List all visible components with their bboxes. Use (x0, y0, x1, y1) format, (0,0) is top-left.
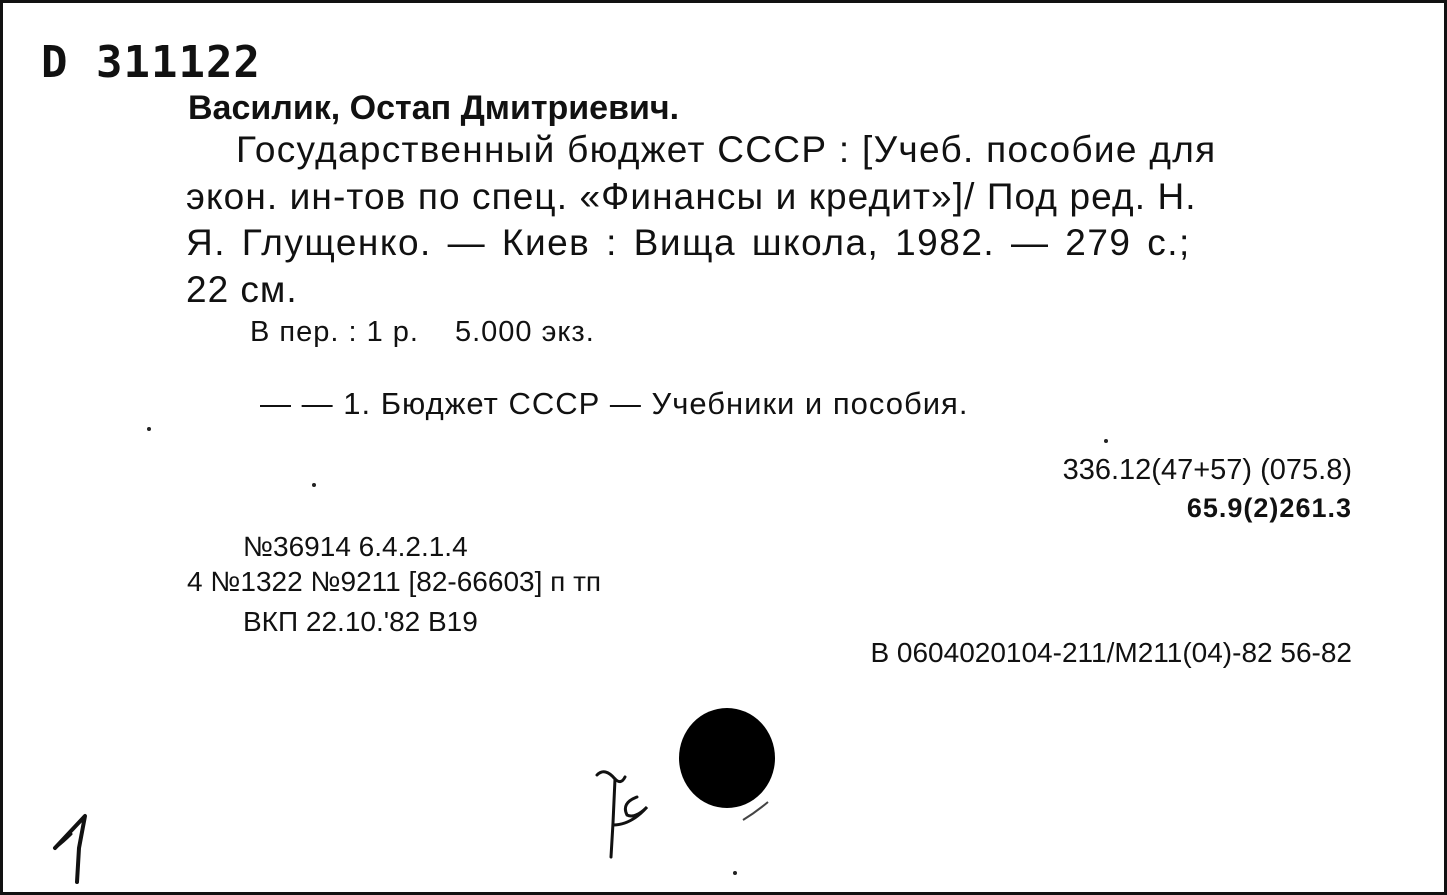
service-line-3: ВКП 22.10.'82 В19 (243, 606, 478, 637)
title-line-1: Государственный бюджет СССР : [Учеб. пособие для (236, 129, 1217, 170)
punch-hole (679, 708, 775, 808)
udc-index: 336.12(47+57) (075.8) (1062, 454, 1352, 486)
title-line-2: экон. ин-тов по спец. «Финансы и кредит»]/ Под ред. Н. (186, 176, 1197, 217)
handwritten-mark-1 (43, 808, 103, 888)
print-speck (312, 483, 316, 487)
bbk-index: 65.9(2)261.3 (1186, 493, 1352, 523)
print-speck (1104, 439, 1108, 443)
service-line-2: 4 №1322 №9211 [82-66603] п тп (187, 566, 602, 597)
subject-heading: — — 1. Бюджет СССР — Учебники и пособия. (260, 386, 969, 421)
title-line-3: Я. Глущенко. — Киев : Вища школа, 1982. — 279 с.; (186, 222, 1191, 263)
call-number: D 311122 (41, 37, 261, 88)
title-line-4: 22 см. (186, 269, 298, 310)
price-line (250, 316, 595, 349)
service-line-1: №36914 6.4.2.1.4 (243, 531, 468, 562)
isbn-code: В 0604020104-211/М211(04)-82 56-82 (870, 637, 1352, 668)
hole-tear-mark (738, 798, 778, 828)
print-run: 5.000 экз. (454, 316, 595, 348)
print-speck (147, 427, 151, 431)
print-speck (733, 871, 737, 875)
author-heading: Василик, Остап Дмитриевич. (188, 89, 680, 127)
handwritten-mark-7c (591, 763, 661, 863)
binding-price: В пер. : 1 р. (250, 316, 419, 348)
